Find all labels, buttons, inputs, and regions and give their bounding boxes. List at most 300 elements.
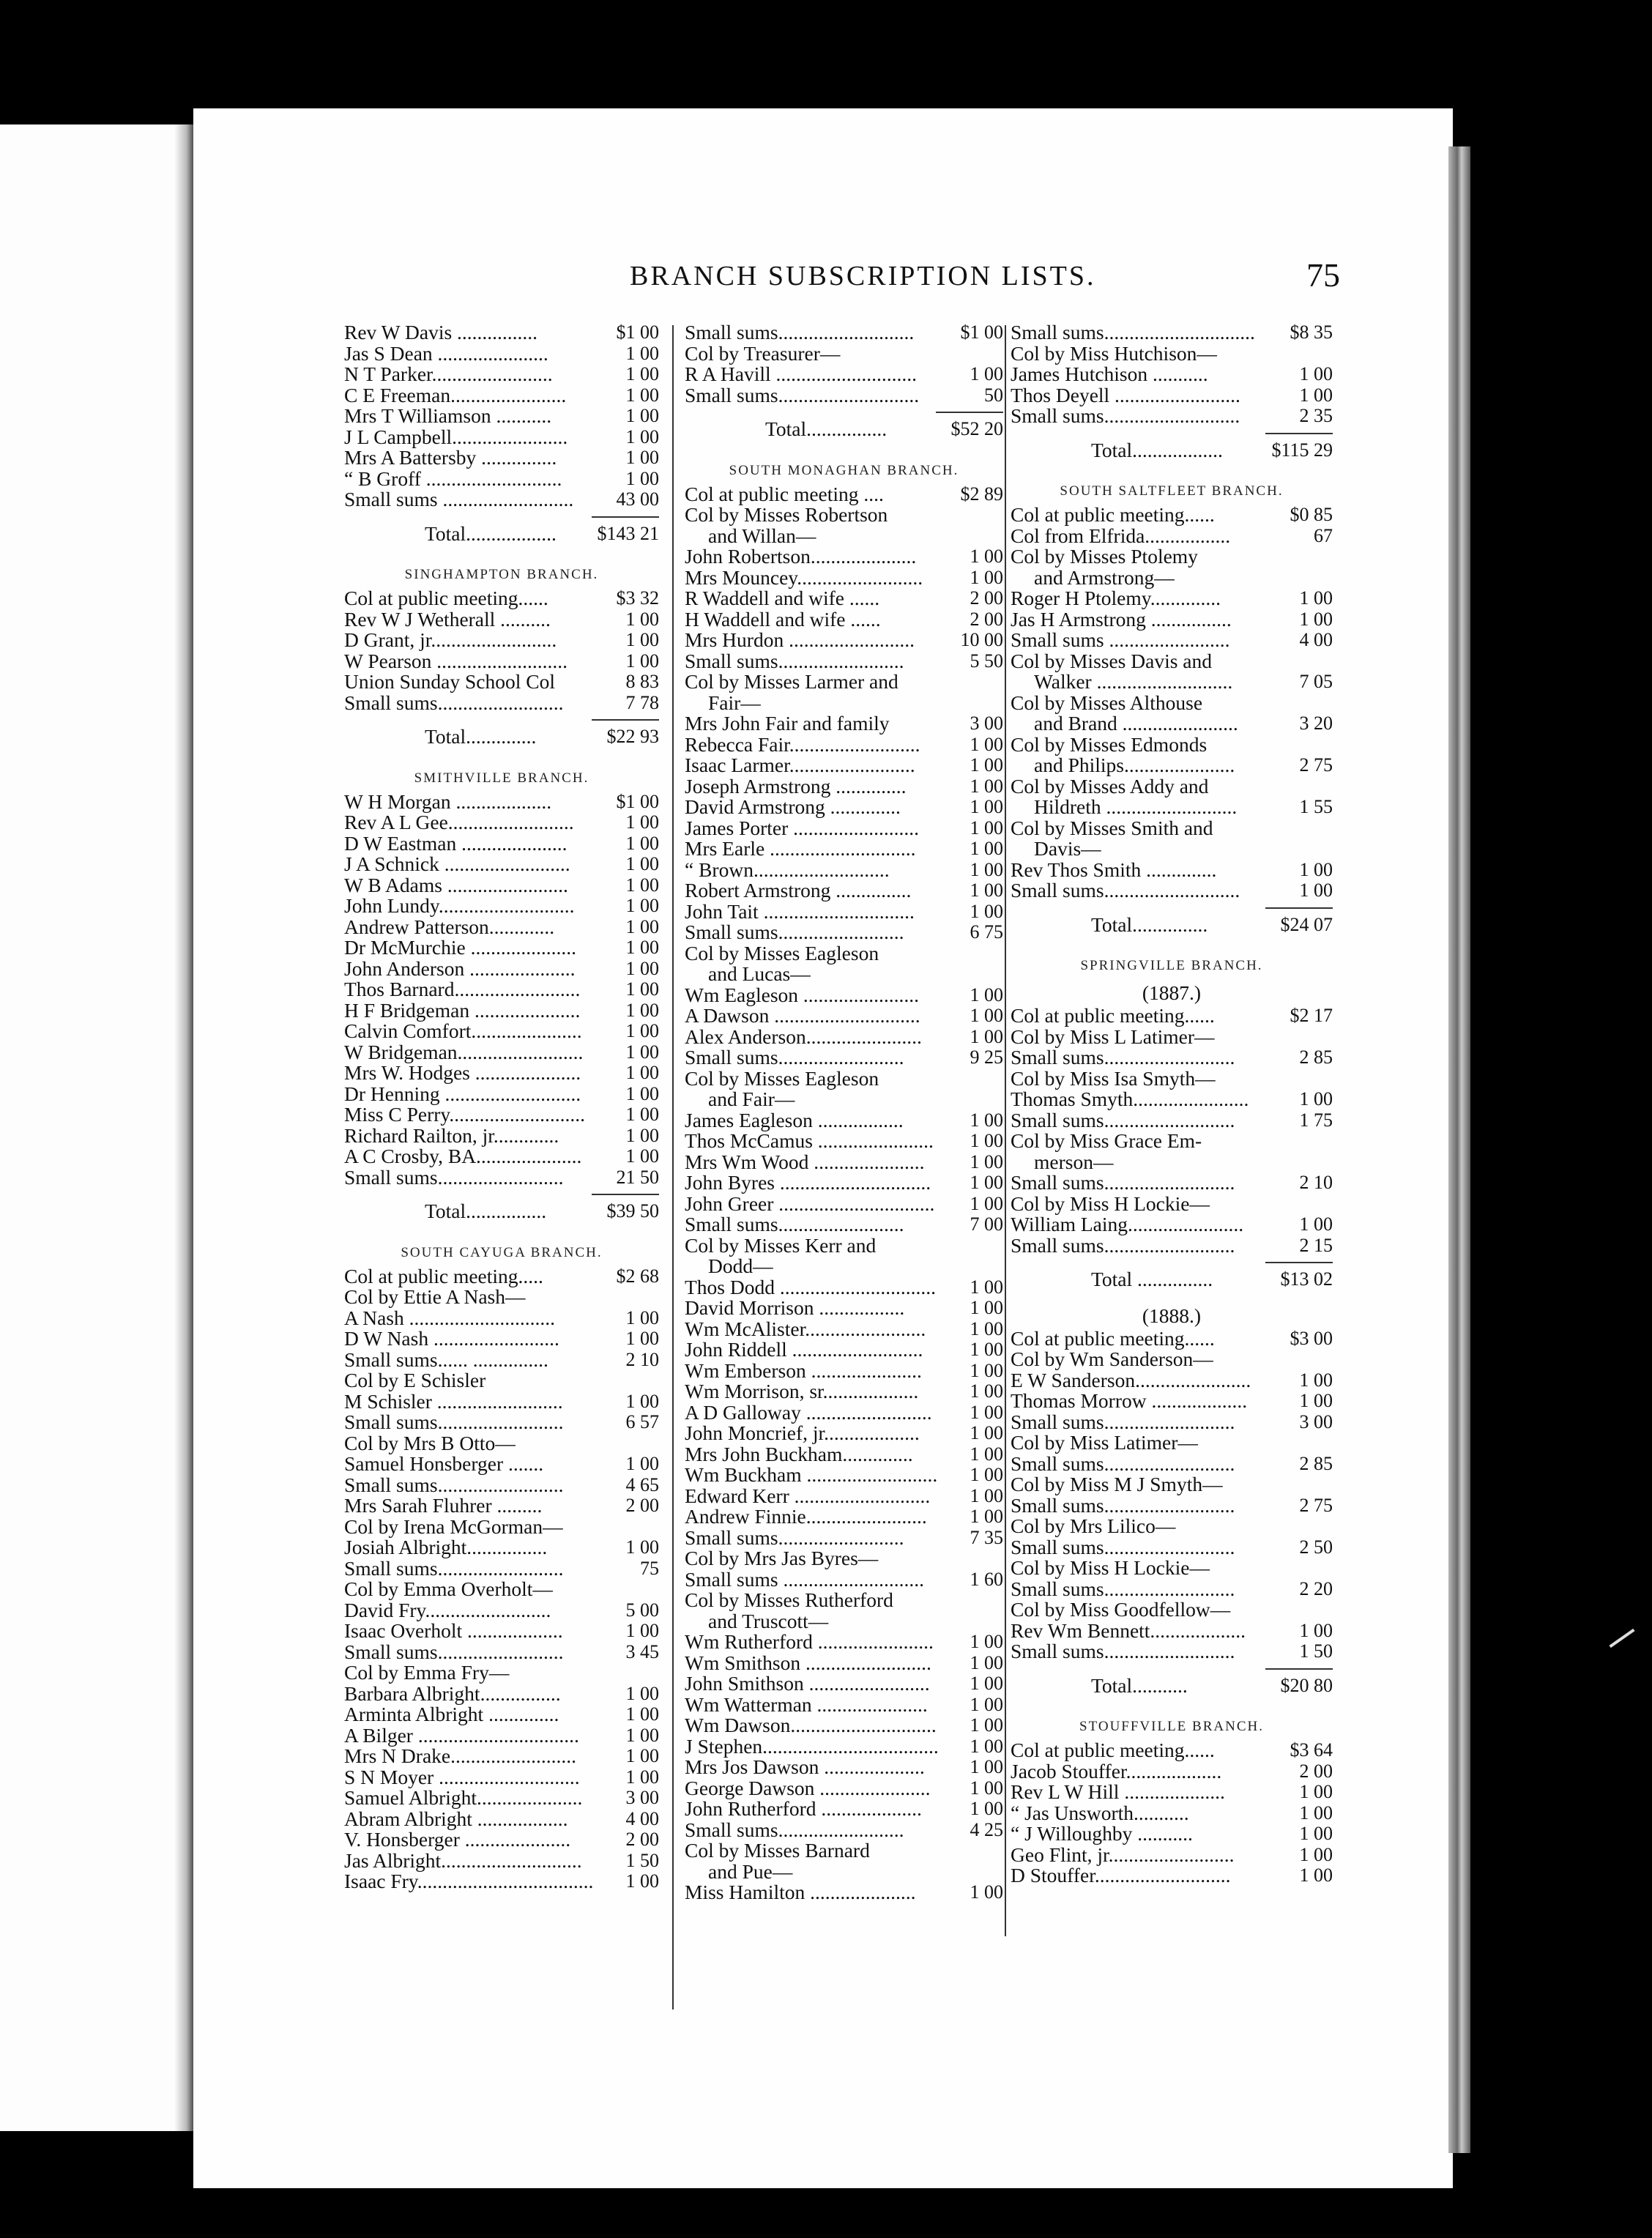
subscription-row [685,1465,1003,1486]
entry-name: Col by Misses Addy and [1011,774,1209,798]
subscription-row [344,1266,659,1287]
entry-name: Mrs John Buckham.............. [685,1442,913,1465]
column-divider [672,325,674,2010]
entry-name: Calvin Comfort...................... [344,1019,582,1042]
entry-amount: $1 00 [616,321,659,343]
entry-name: Total................ [425,1200,547,1222]
entry-amount: 6 57 [625,1411,659,1432]
entry-name: Col by Miss H Lockie— [1011,1192,1210,1215]
subscription-row [1011,343,1333,365]
subscription-row [1011,322,1333,343]
entry-amount: 6 75 [970,921,1003,943]
entry-name: Small sums......................... [344,1473,564,1496]
entry-name: Col by Misses Davis and [1011,649,1212,672]
entry-amount: 10 00 [960,629,1003,650]
subscription-row [344,1514,659,1538]
entry-amount: 1 00 [625,999,659,1021]
total-row [344,1201,659,1222]
entry-amount: 1 00 [625,1390,659,1412]
entry-amount: 1 00 [970,363,1003,384]
subscription-row [685,693,1003,714]
entry-amount: 1 00 [970,1673,1003,1694]
entry-name: Col by Misses Edmonds [1011,732,1208,756]
entry-name: John Rutherford .................... [685,1797,922,1820]
entry-amount: $3 64 [1290,1739,1333,1761]
entry-name: Col at public meeting...... [1011,1739,1215,1761]
entry-amount: 1 00 [970,838,1003,859]
subscription-row [1011,1068,1333,1090]
entry-amount: $1 00 [960,321,1003,343]
entry-name: Col by Misses Smith and [1011,816,1213,839]
entry-name: Arminta Albright .............. [344,1703,559,1725]
entry-name: Small sums......................... [685,1046,904,1068]
entry-amount: $13 02 [1280,1268,1333,1290]
subscription-row [344,466,659,490]
total-rule [344,510,659,524]
subscription-row [685,1840,1003,1862]
entry-name: Small sums......................... [685,1525,904,1549]
subscription-row [1011,1865,1333,1886]
entry-name: Col by Misses Robertson [685,503,888,526]
entry-name: and Brand ....................... [1034,712,1238,735]
entry-name: Col by Irena McGorman— [344,1514,563,1538]
entry-amount: $8 35 [1290,321,1333,343]
entry-amount: 8 83 [625,671,659,692]
subscription-row [344,364,659,385]
entry-name: Small sums.......................... [1011,1233,1235,1257]
entry-name: “ B Groff ........................... [344,466,562,490]
entry-name: Richard Railton, jr............. [344,1123,559,1147]
entry-amount: 1 00 [970,1172,1003,1193]
subscription-row [344,1767,659,1788]
subscription-row [1011,1474,1333,1495]
subscription-row [1011,1214,1333,1235]
subscription-row [1011,880,1333,901]
entry-name: Col by Misses Eagleson [685,941,879,964]
entry-amount: $24 07 [1280,913,1333,935]
entry-name: N T Parker........................ [344,363,553,385]
entry-amount: 1 00 [1299,1369,1333,1391]
total-row [1011,1673,1333,1697]
entry-amount: 2 50 [1299,1536,1333,1558]
subscription-row [685,1569,1003,1591]
subscription-row [685,1110,1003,1131]
subscription-row [1011,1110,1333,1131]
subscription-row [1011,818,1333,839]
entry-amount: 1 00 [1299,1213,1333,1235]
entry-name: Col by E Schisler [344,1369,486,1391]
entry-amount: 1 00 [970,733,1003,755]
entry-name: Small sums......................... [685,1213,904,1235]
subscription-row [685,1402,1003,1424]
subscription-row [344,875,659,896]
subscription-row [685,1882,1003,1903]
subscription-row [1011,1349,1333,1370]
entry-amount: 1 55 [1299,796,1333,817]
subscription-row [1011,630,1333,651]
entry-amount: $115 29 [1271,439,1333,461]
subscription-row [685,1027,1003,1048]
entry-name: Small sums.......................... [1011,1577,1235,1600]
entry-name: Small sums......................... [685,921,904,943]
entry-name: Hildreth .......................... [1034,795,1238,818]
left-page-edge [0,124,187,2131]
entry-name: Small sums........................... [1011,404,1240,427]
subscription-row [344,789,659,813]
subscription-row [344,812,659,833]
subscription-row [685,1486,1003,1507]
subscription-row [685,364,1003,385]
entry-name: Col at public meeting .... [685,482,884,505]
entry-amount: 1 00 [970,1359,1003,1381]
entry-amount: 3 00 [1299,1410,1333,1432]
subscription-row [685,385,1003,406]
entry-name: M Schisler ......................... [344,1389,563,1413]
total-rule [1011,901,1333,915]
entry-amount: $2 17 [1290,1005,1333,1026]
total-rule [1011,1662,1333,1676]
entry-name: David Fry......................... [344,1598,551,1621]
entry-name: Small sums......................... [685,1818,904,1841]
entry-amount: 2 00 [625,1495,659,1516]
subscription-row [1011,1432,1333,1454]
entry-amount: 1 00 [1299,363,1333,384]
subscription-row [344,1579,659,1600]
total-row [344,521,659,545]
entry-amount: 1 00 [970,566,1003,588]
subscription-row [344,1809,659,1830]
subscription-row [344,1370,659,1391]
entry-name: Small sums.......................... [1011,1451,1235,1475]
entry-amount: 2 75 [1299,754,1333,776]
subscription-row [1011,1782,1333,1803]
subscription-row [344,1000,659,1022]
entry-amount: 1 00 [970,796,1003,817]
entry-amount: 1 00 [625,1104,659,1125]
entry-amount: 1 00 [1299,1088,1333,1109]
entry-amount: 1 00 [625,1703,659,1725]
entry-amount: 1 00 [625,1724,659,1746]
subscription-row [344,937,659,959]
subscription-row [685,609,1003,631]
entry-amount: 1 00 [625,853,659,874]
subscription-row [344,609,659,631]
subscription-row [1011,797,1333,818]
entry-name: V. Honsberger ..................... [344,1828,571,1851]
entry-amount: 1 00 [1299,858,1333,880]
entry-amount: 9 25 [970,1046,1003,1068]
branch-heading: SOUTH SALTFLEET BRANCH. [1060,483,1284,499]
entry-name: Mrs John Fair and family [685,712,890,735]
entry-name: Small sums......................... [344,1556,564,1580]
entry-name: Total.................. [425,521,557,545]
entry-amount: 1 00 [625,895,659,916]
subscription-row [344,1063,659,1084]
entry-amount: 1 00 [1299,1843,1333,1865]
entry-amount: 2 00 [1299,1760,1333,1782]
entry-amount: 1 00 [625,832,659,854]
subscription-row [685,1235,1003,1257]
subscription-row [685,1381,1003,1402]
subscription-row [685,1152,1003,1173]
entry-name: Wm Watterman ...................... [685,1692,928,1716]
entry-amount: 7 00 [970,1213,1003,1235]
total-row [344,726,659,748]
entry-name: William Laing....................... [1011,1213,1244,1235]
subscription-row [685,880,1003,901]
subscription-row [344,1475,659,1496]
entry-name: Small sums........................... [1011,879,1240,901]
total-row [1011,1269,1333,1290]
entry-name: Wm Smithson ......................... [685,1651,931,1674]
entry-name: James Hutchison ........... [1011,363,1208,385]
entry-amount: 2 75 [1299,1494,1333,1516]
entry-amount: 3 00 [625,1787,659,1808]
subscription-row [344,651,659,672]
entry-name: John Byres .............................. [685,1171,931,1194]
subscription-row [685,901,1003,923]
entry-amount: 1 00 [625,405,659,426]
entry-name: Mrs W. Hodges ..................... [344,1061,581,1084]
subscription-row [685,1590,1003,1611]
entry-name: D W Eastman ..................... [344,831,568,855]
entry-amount: 1 00 [970,1443,1003,1465]
entry-name: W Pearson .......................... [344,649,568,672]
entry-name: Andrew Patterson............. [344,915,555,938]
entry-amount: 1 00 [970,1401,1003,1423]
subscription-row [1011,546,1333,568]
entry-amount: 43 00 [616,488,659,510]
entry-name: and Pue— [708,1859,793,1883]
entry-name: Mrs Jos Dawson .................... [685,1755,925,1778]
entry-name: Col by Mrs B Otto— [344,1431,516,1454]
entry-amount: 1 00 [625,811,659,833]
subscription-row [344,896,659,917]
entry-name: H F Bridgeman ..................... [344,998,581,1022]
subscription-row [685,985,1003,1006]
entry-name: C E Freeman....................... [344,383,567,406]
entry-name: Isaac Fry................................... [344,1870,594,1892]
entry-amount: 3 45 [625,1640,659,1662]
entry-name: Total.............. [425,725,537,748]
entry-amount: 1 00 [625,363,659,384]
entry-amount: 1 00 [1299,1865,1333,1886]
entry-name: Col by Misses Barnard [685,1839,870,1862]
subscription-row [685,1653,1003,1674]
entry-amount: 1 00 [625,608,659,630]
entry-name: Thos McCamus ....................... [685,1129,934,1152]
subscription-row [344,1746,659,1767]
subscription-row [344,1725,659,1747]
entry-amount: 2 00 [970,587,1003,609]
entry-amount: 7 05 [1299,671,1333,692]
entry-name: “ Jas Unsworth........... [1011,1801,1189,1824]
entry-name: John Anderson ..................... [344,956,576,980]
entry-name: H Waddell and wife ...... [685,607,881,631]
entry-amount: 1 00 [625,1536,659,1558]
subscription-row [685,546,1003,568]
entry-amount: 1 75 [1299,1109,1333,1131]
entry-name: Small sums.............................. [1011,321,1255,343]
entry-name: Col at public meeting..... [344,1264,543,1287]
subscription-row [685,1089,1003,1110]
subscription-row [685,1799,1003,1820]
entry-name: Small sums ............................ [685,1567,924,1591]
subscription-row [344,1642,659,1663]
subscription-row [1011,1579,1333,1600]
entry-name: Total................ [765,417,888,440]
entry-name: John Tait .............................. [685,899,915,923]
subscription-row [685,1339,1003,1361]
entry-name: Alex Anderson....................... [685,1025,922,1048]
entry-name: Col by Wm Sanderson— [1011,1347,1213,1370]
subscription-row [344,956,659,980]
subscription-row [344,385,659,406]
entry-amount: 1 00 [1299,384,1333,406]
entry-name: Mrs A Battersby ............... [344,446,557,469]
subscription-row [685,797,1003,818]
entry-amount: 1 00 [625,1020,659,1041]
entry-name: Mrs Sarah Fluhrer ......... [344,1494,543,1517]
entry-name: W B Adams ........................ [344,873,568,896]
entry-amount: $143 21 [597,522,659,544]
entry-amount: 1 00 [970,1798,1003,1819]
entry-amount: 1 00 [970,1150,1003,1172]
entry-name: Col by Mrs Jas Byres— [685,1547,879,1569]
subscription-row [1011,406,1333,427]
subscription-row [1011,505,1333,526]
entry-amount: 1 00 [625,425,659,447]
branch-heading: STOUFFVILLE BRANCH. [1079,1719,1264,1734]
entry-amount: 1 00 [970,1651,1003,1673]
subscription-row [344,447,659,469]
entry-amount: 1 50 [1299,1640,1333,1662]
subscription-row [344,489,659,510]
subscription-row [1011,609,1333,631]
subscription-row [1011,1027,1333,1048]
entry-amount: 3 20 [1299,713,1333,734]
entry-amount: 4 25 [970,1818,1003,1840]
subscription-row [1011,693,1333,714]
entry-name: merson— [1034,1150,1114,1173]
page-stack-edge [1448,146,1470,2153]
subscription-row [685,1256,1003,1277]
entry-amount: 1 00 [625,915,659,937]
entry-name: Col by Miss Latimer— [1011,1431,1198,1454]
subscription-row [685,1820,1003,1841]
entry-name: Miss C Perry........................... [344,1103,585,1126]
subscription-row [1011,1641,1333,1662]
entry-name: Small sums.......................... [1011,1046,1235,1068]
subscription-row [344,1391,659,1413]
entry-name: W Bridgeman......................... [344,1040,584,1063]
entry-name: Col by Miss Grace Em- [1011,1129,1202,1152]
entry-amount: 1 00 [1299,880,1333,901]
subscription-row [685,505,1003,526]
entry-amount: 2 85 [1299,1046,1333,1068]
subscription-row [1011,1391,1333,1412]
subscription-row [344,1021,659,1042]
entry-name: John Moncrief, jr................... [685,1421,920,1444]
subscription-row [685,1548,1003,1569]
entry-amount: 1 00 [625,1766,659,1788]
entry-amount: 1 00 [625,1124,659,1146]
subscription-row [1011,672,1333,693]
entry-amount: 1 00 [970,1631,1003,1652]
subscription-row [1011,755,1333,776]
subscription-row [685,943,1003,964]
entry-amount: 7 35 [970,1526,1003,1548]
subscription-row [1011,364,1333,385]
entry-name: Col by Misses Kerr and [685,1233,877,1257]
entry-name: Small sums.......................... [1011,1171,1235,1194]
entry-amount: 1 00 [970,1005,1003,1026]
subscription-row [685,1298,1003,1319]
subscription-row [344,1328,659,1350]
subscription-row [685,565,1003,589]
subscription-row [344,979,659,1000]
entry-amount: 1 00 [625,650,659,672]
entry-name: Total ............... [1091,1268,1213,1290]
entry-name: Mrs Wm Wood ...................... [685,1150,925,1173]
subscription-row [1011,1761,1333,1782]
entry-name: and Truscott— [708,1609,829,1632]
entry-name: Miss Hamilton ..................... [685,1881,916,1903]
subscription-row [344,1454,659,1475]
entry-amount: 1 50 [625,1849,659,1871]
entry-name: Wm Buckham .......................... [685,1463,938,1486]
column-2 [685,322,1003,1903]
subscription-row [344,588,659,609]
subscription-row [344,427,659,448]
entry-amount: 1 00 [970,1756,1003,1777]
subscription-row [1011,1370,1333,1391]
entry-amount: 1 00 [970,1109,1003,1131]
entry-amount: 1 00 [625,874,659,896]
subscription-row [344,917,659,938]
subscription-row [344,1621,659,1642]
subscription-row [685,1859,1003,1883]
entry-amount: 1 00 [970,754,1003,776]
subscription-row [344,1537,659,1558]
entry-name: David Armstrong .............. [685,795,901,818]
entry-amount: 1 00 [970,1339,1003,1360]
subscription-row [685,1047,1003,1068]
entry-name: Barbara Albright................ [344,1681,561,1705]
entry-name: S N Moyer ............................ [344,1765,580,1788]
entry-amount: 2 00 [625,1829,659,1850]
total-rule [1011,427,1333,440]
entry-name: Col by Misses Ptolemy [1011,545,1198,568]
entry-name: Dr McMurchie ..................... [344,936,576,959]
entry-name: Rev L W Hill .................... [1011,1780,1225,1803]
subscription-row [685,343,1003,365]
entry-amount: 1 00 [625,1328,659,1349]
subscription-row [685,1525,1003,1549]
entry-name: Col by Misses Eagleson [685,1066,879,1090]
entry-amount: 3 00 [970,713,1003,734]
entry-name: Roger H Ptolemy.............. [1011,587,1221,609]
entry-name: Small sums ........................ [1011,628,1230,651]
total-row [1011,912,1333,936]
entry-name: Small sums.......................... [1011,1493,1235,1517]
entry-amount: $3 00 [1290,1327,1333,1349]
entry-name: Dodd— [708,1254,773,1277]
entry-amount: 1 00 [625,629,659,650]
entry-name: Rev A L Gee......................... [344,811,574,833]
entry-name: A C Crosby, BA..................... [344,1145,582,1167]
entry-amount: 1 00 [625,342,659,364]
